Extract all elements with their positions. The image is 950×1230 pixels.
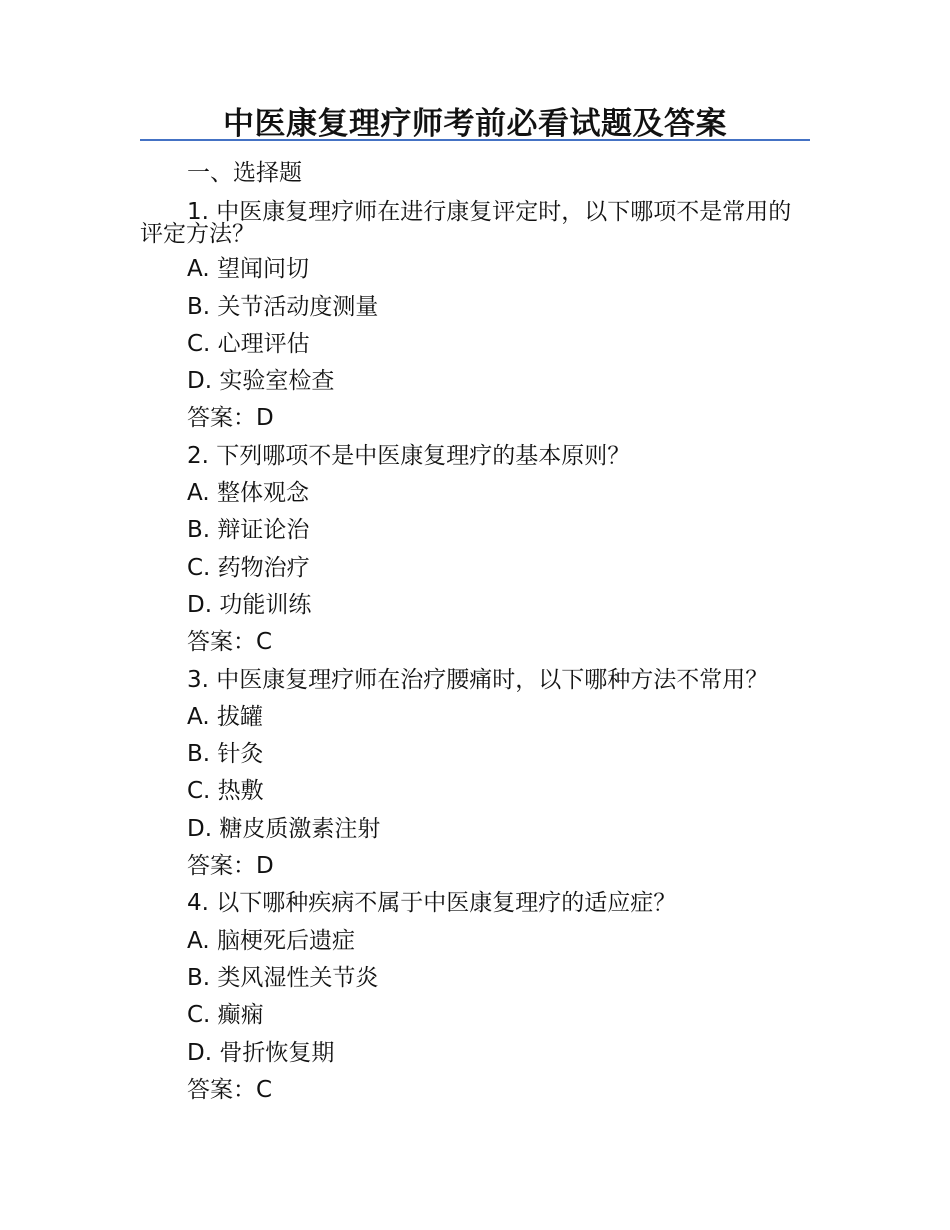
option-b: B. 类风湿性关节炎	[187, 964, 379, 991]
option-c: C. 热敷	[187, 778, 264, 805]
option-a: A. 拔罐	[187, 703, 263, 730]
answer-line: 答案：D	[187, 405, 274, 432]
option-d: D. 功能训练	[187, 591, 312, 618]
document-body	[140, 155, 810, 1109]
option-b: B. 针灸	[187, 741, 264, 768]
answer-line: 答案：D	[187, 853, 274, 880]
section-heading: 一、选择题	[187, 160, 302, 186]
option-d: D. 骨折恢复期	[187, 1039, 335, 1066]
question-stem: 3. 中医康复理疗师在治疗腰痛时，以下哪种方法不常用？	[187, 666, 769, 693]
document-title: 中医康复理疗师考前必看试题及答案	[223, 106, 727, 142]
answer-line: 答案：C	[187, 1076, 273, 1103]
question-block-3	[140, 662, 810, 886]
option-d: D. 糖皮质激素注射	[187, 815, 381, 842]
answer-line: 答案：C	[187, 629, 273, 656]
question-stem: 4. 以下哪种疾病不属于中医康复理疗的适应症？	[187, 890, 677, 917]
option-a: A. 望闻问切	[187, 256, 309, 283]
title-underline	[140, 139, 810, 141]
option-b: B. 关节活动度测量	[187, 293, 379, 320]
question-stem: 2. 下列哪项不是中医康复理疗的基本原则？	[187, 442, 631, 469]
option-c: C. 药物治疗	[187, 554, 310, 581]
option-c: C. 心理评估	[187, 330, 310, 357]
option-a: A. 整体观念	[187, 480, 309, 507]
question-block-2	[140, 438, 810, 662]
option-a: A. 脑梗死后遗症	[187, 927, 355, 954]
question-block-1	[140, 192, 810, 437]
question-block-4	[140, 885, 810, 1109]
option-b: B. 辩证论治	[187, 517, 310, 544]
question-stem: 1. 中医康复理疗师在进行康复评定时，以下哪项不是常用的评定方法？	[140, 199, 792, 248]
option-c: C. 癫痫	[187, 1002, 264, 1029]
option-d: D. 实验室检查	[187, 368, 335, 395]
